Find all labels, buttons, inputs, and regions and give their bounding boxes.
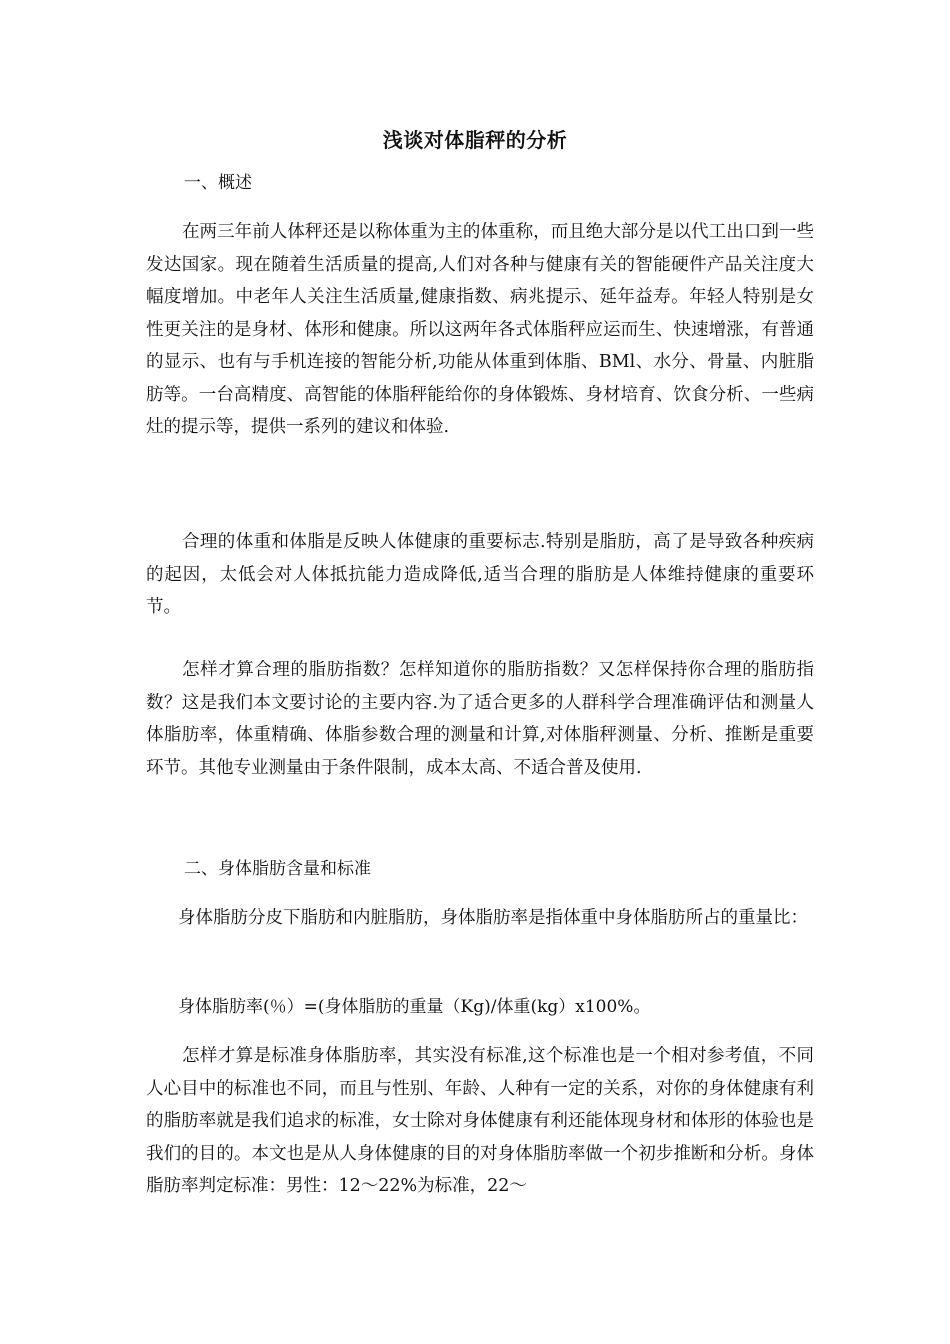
paragraph-fat-standard: 怎样才算是标准身体脂肪率，其实没有标准,这个标准也是一个相对参考值，不同人心目中的标准也不同，而且与性别、年龄、人种有一定的关系，对你的身体健康有利的脂肪率就是我们追求的标准，女士除对身体健康有利还能体现身材和体形的体验也是我们的目的。本文也是从人身体健康的目的对身体脂肪率做一个初步推断和分析。身体脂肪率判定标准：男性：12～22%为标准，22～ <box>146 1046 814 1196</box>
paragraph-health-importance: 合理的体重和体脂是反映人体健康的重要标志.特别是脂肪，高了是导致各种疾病的起因，太低会对人体抵抗能力造成降低,适当合理的脂肪是人体维持健康的重要环节。 <box>146 532 814 617</box>
paragraph-intro: 在两三年前人体秤还是以称体重为主的体重称，而且绝大部分是以代工出口到一些发达国家。现在随着生活质量的提高,人们对各种与健康有关的智能硬件产品关注度大幅度增加。中老年人关注生活质量,健康指数、病兆提示、延年益寿。年轻人特别是女性更关注的是身材、体形和健康。所以这两年各式体脂秤应运而生、快速增涨，有普通的显示、也有与手机连接的智能分析,功能从体重到体脂、BMl、水分、骨量、内脏脂肪等。一台高精度、高智能的体脂秤能给你的身体锻炼、身材培育、饮食分析、一些病灶的提示等，提供一系列的建议和体验. <box>146 222 814 437</box>
paragraph-fat-definition: 身体脂肪分皮下脂肪和内脏脂肪，身体脂肪率是指体重中身体脂肪所占的重量比： <box>178 908 808 928</box>
section-heading-fat-standard: 二、身体脂肪含量和标准 <box>184 859 371 879</box>
section-heading-overview: 一、概述 <box>184 173 252 193</box>
paragraph-article-purpose: 怎样才算合理的脂肪指数？怎样知道你的脂肪指数？又怎样保持你合理的脂肪指数？这是我们本文要讨论的主要内容.为了适合更多的人群科学合理准确评估和测量人体脂肪率，体重精确、体脂参数合理的测量和计算,对体脂秤测量、分析、推断是重要环节。其他专业测量由于条件限制，成本太高、不适合普及使用. <box>146 660 814 778</box>
document-title: 浅谈对体脂秤的分析 <box>382 128 568 152</box>
fat-rate-formula: 身体脂肪率(％）=(身体脂肪的重量（Kg)/体重(kg）x100%。 <box>178 997 651 1017</box>
